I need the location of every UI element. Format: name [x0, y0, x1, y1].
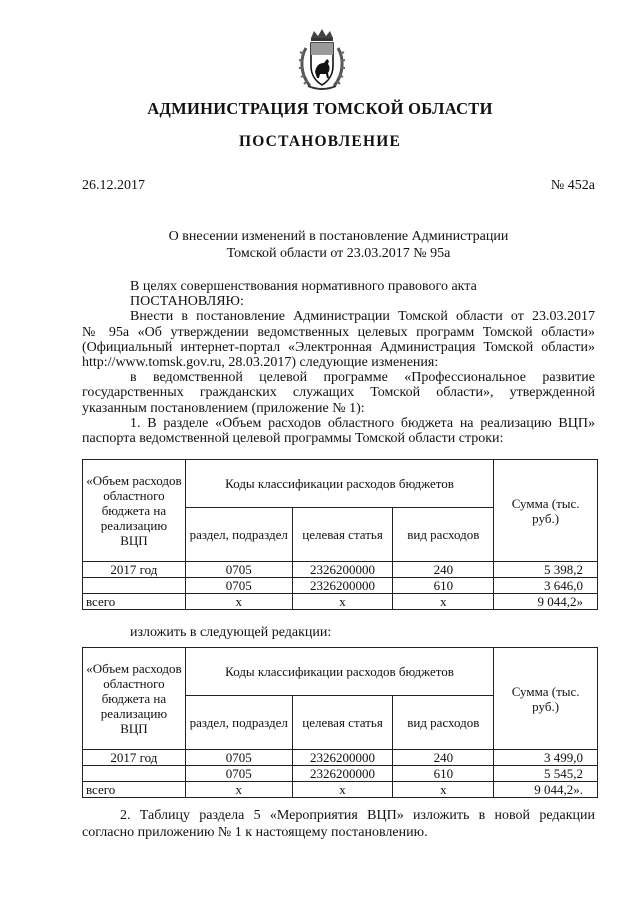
budget-table-old	[82, 459, 598, 610]
organization-title: АДМИНИСТРАЦИЯ ТОМСКОЙ ОБЛАСТИ	[147, 99, 493, 118]
header-budget-volume: «Объем расходов областного бюджета на реализацию ВЦП	[83, 648, 186, 750]
paragraph-section-line1: 1. В разделе «Объем расходов областного бюджета на реализацию ВЦП»	[130, 415, 595, 431]
paragraph-amend-line1: Внести в постановление Администрации Томской области от 23.03.2017	[130, 309, 595, 325]
document-body	[82, 279, 595, 447]
header-section: раздел, подраздел	[185, 508, 292, 562]
budget-table-new	[82, 647, 598, 798]
header-sum: Сумма (тыс. руб.)	[494, 648, 598, 750]
paragraph-table-replace: 2. Таблицу раздела 5 «Мероприятия ВЦП» изложить в новой редакции согласно приложению № 1 к настоящему постановлению.	[82, 808, 595, 840]
paragraph-amend-rest: № 95а «Об утверждении ведомственных целевых программ Томской области» (Официальный интернет-портал «Электронная Администрация Томской области» http://www.tomsk.gov.ru, 28.03.2017) следующие изменения:	[82, 324, 595, 371]
paragraph-purpose: В целях совершенствования нормативного правового акта	[130, 279, 477, 294]
header-article: целевая статья	[292, 696, 393, 750]
final-paragraph	[82, 808, 595, 841]
document-type-title: ПОСТАНОВЛЕНИЕ	[238, 133, 402, 150]
table-row: 0705 2326200000 610 5 545,2	[83, 766, 598, 782]
header-budget-volume: «Объем расходов областного бюджета на реализацию ВЦП	[83, 460, 186, 562]
header-classification-codes: Коды классификации расходов бюджетов	[185, 648, 493, 696]
paragraph-program-line1: в ведомственной целевой программе «Профессиональное развитие	[130, 370, 595, 386]
table-row: 2017 год 0705 2326200000 240 3 499,0	[83, 750, 598, 766]
header-classification-codes: Коды классификации расходов бюджетов	[185, 460, 493, 508]
table-row: 2017 год 0705 2326200000 240 5 398,2	[83, 562, 598, 578]
document-subject	[82, 229, 595, 262]
paragraph-program-rest: государственных гражданских служащих Томской области», утвержденной указанным постановлением (приложение № 1):	[82, 385, 595, 416]
subject-line-2: Томской области от 23.03.2017 № 95а	[226, 245, 451, 261]
table-row-total: всего х х х 9 044,2»	[83, 594, 598, 610]
document-date: 26.12.2017	[82, 178, 145, 193]
tomsk-oblast-coat-of-arms-icon	[298, 28, 346, 92]
paragraph-section-rest: паспорта ведомственной целевой программы Томской области строки:	[82, 431, 504, 447]
table-row-total: всего х х х 9 044,2».	[83, 782, 598, 798]
header-section: раздел, подраздел	[185, 696, 292, 750]
header-expense-type: вид расходов	[393, 508, 494, 562]
subject-line-1: О внесении изменений в постановление Администрации	[168, 229, 509, 244]
paragraph-resolve: ПОСТАНОВЛЯЮ:	[130, 294, 244, 310]
transition-text: изложить в следующей редакции:	[130, 625, 332, 640]
header-article: целевая статья	[292, 508, 393, 562]
header-expense-type: вид расходов	[393, 696, 494, 750]
header-sum: Сумма (тыс. руб.)	[494, 460, 598, 562]
document-number: № 452а	[550, 178, 595, 193]
table-row: 0705 2326200000 610 3 646,0	[83, 578, 598, 594]
